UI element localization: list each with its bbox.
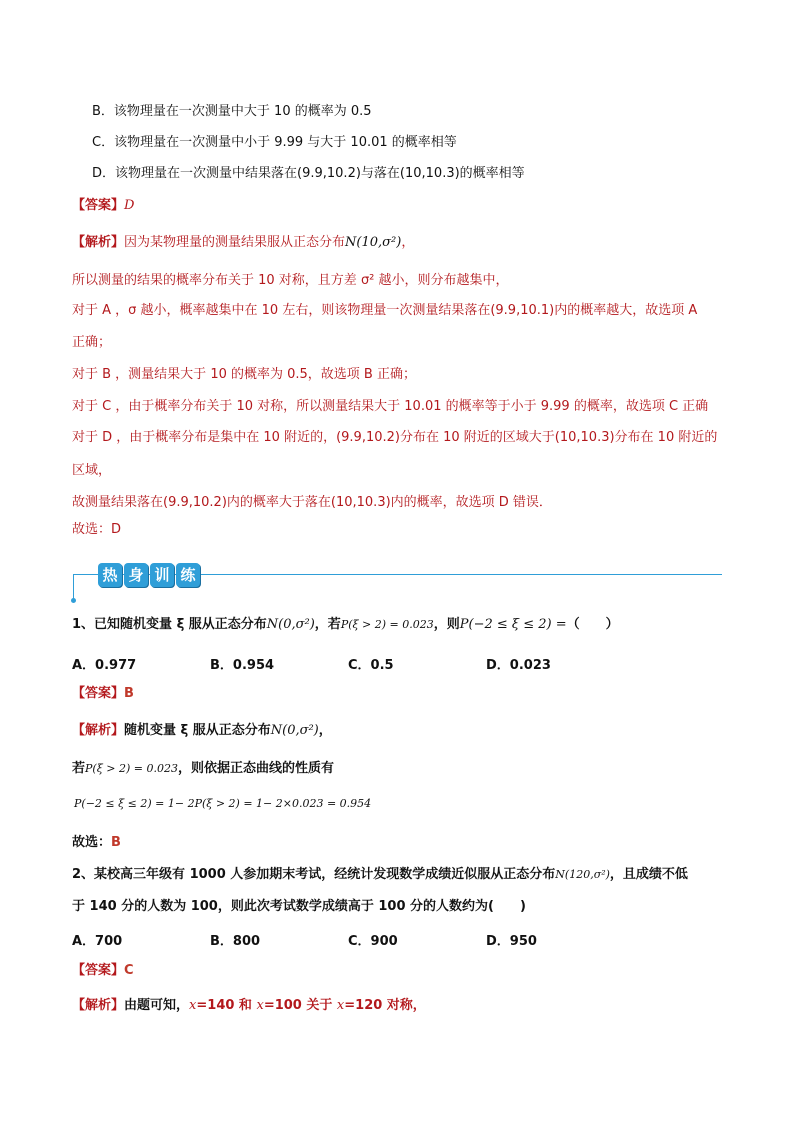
formula: N(0,σ²) <box>270 723 319 738</box>
analysis-line-5: 对于 B ，测量结果大于 10 的概率为 0.5，故选项 B 正确； <box>72 367 416 382</box>
formula: N(10,σ²) <box>345 235 402 250</box>
variable: x <box>189 998 197 1013</box>
banner-char: 训 <box>150 563 174 587</box>
q2-option-d: D．950 <box>486 934 537 949</box>
q1-stem <box>72 616 619 634</box>
q1-option-d: D．0.023 <box>486 658 551 673</box>
q1-stem-text: ，则 <box>433 617 460 632</box>
option-d: D．该物理量在一次测量中结果落在(9.9,10.2)与落在(10,10.3)的概率相等 <box>92 166 525 181</box>
analysis-tag: 【解析】 <box>72 723 125 738</box>
formula: N(120,σ²) <box>555 868 610 881</box>
analysis-text: 随机变量 ξ 服从正态分布 <box>124 723 271 738</box>
choice-label: 故选： <box>72 835 112 850</box>
formula: P(ξ > 2) = 0.023 <box>340 618 434 631</box>
q1-stem-text: ，若 <box>314 617 341 632</box>
answer-value: C <box>124 963 134 978</box>
answer-value: D <box>124 198 135 213</box>
analysis-tag: 【解析】 <box>72 235 125 250</box>
analysis-line-4: 正确； <box>72 335 112 350</box>
q2-answer-line <box>72 962 134 980</box>
analysis-text: =100 关于 <box>263 998 337 1013</box>
formula: N(0,σ²) <box>266 617 315 632</box>
choice-line: 故选：D <box>72 522 122 537</box>
q2-option-c: C．900 <box>348 934 398 949</box>
answer-tag: 【答案】 <box>72 963 125 978</box>
analysis-tag: 【解析】 <box>72 998 125 1013</box>
q2-stem-line-1 <box>72 866 688 884</box>
formula: P(−2 ≤ ξ ≤ 2) = <box>459 617 567 632</box>
q1-option-c: C．0.5 <box>348 658 394 673</box>
analysis-line-9: 故测量结果落在(9.9,10.2)内的概率大于落在(10,10.3)内的概率，故选项 D 错误． <box>72 495 552 510</box>
banner-char: 练 <box>176 563 200 587</box>
q1-option-b: B．0.954 <box>210 658 275 673</box>
analysis-text: 因为某物理量的测量结果服从正态分布 <box>124 235 346 250</box>
analysis-line-2: 所以测量的结果的概率分布关于 10 对称，且方差 σ² 越小，则分布越集中， <box>72 273 509 288</box>
analysis-text: ，则依据正态曲线的性质有 <box>177 761 334 776</box>
q1-answer-line <box>72 685 134 703</box>
analysis-text: 若 <box>72 761 86 776</box>
q2-stem-line-2: 于 140 分的人数为 100，则此次考试数学成绩高于 100 分的人数约为( ) <box>72 899 526 914</box>
q2-stem-text: 2、某校高三年级有 1000 人参加期末考试，经统计发现数学成绩近似服从正态分布 <box>72 867 556 882</box>
answer-line <box>72 197 134 215</box>
q1-analysis-line-2 <box>72 760 334 778</box>
analysis-line-7: 对于 D ，由于概率分布是集中在 10 附近的，(9.9,10.2)分布在 10 附近的区域大于(10,10.3)分布在 10 附近的 <box>72 430 718 445</box>
analysis-text: ， <box>401 235 415 250</box>
analysis-line-6: 对于 C ，由于概率分布关于 10 对称，所以测量结果大于 10.01 的概率等于小于 9.99 的概率，故选项 C 正确 <box>72 399 709 414</box>
formula: P(ξ > 2) = 0.023 <box>85 762 178 775</box>
banner-char: 热 <box>98 563 122 587</box>
section-banner-dot <box>71 598 76 603</box>
answer-tag: 【答案】 <box>72 198 125 213</box>
analysis-line-1 <box>72 234 414 252</box>
analysis-line-8: 区域， <box>72 463 112 478</box>
q1-stem-text: （ ） <box>566 617 619 632</box>
q1-option-a: A．0.977 <box>72 658 137 673</box>
section-banner <box>98 563 200 589</box>
answer-tag: 【答案】 <box>72 686 125 701</box>
option-c: C．该物理量在一次测量中小于 9.99 与大于 10.01 的概率相等 <box>92 135 457 150</box>
q2-option-a: A．700 <box>72 934 123 949</box>
option-b: B．该物理量在一次测量中大于 10 的概率为 0.5 <box>92 104 372 119</box>
q1-formula-line: P(−2 ≤ ξ ≤ 2) = 1− 2P(ξ > 2) = 1− 2×0.023 = 0.954 <box>74 797 372 810</box>
analysis-text: =140 和 <box>196 998 257 1013</box>
analysis-text: =120 对称， <box>344 998 426 1013</box>
q1-stem-text: 1、已知随机变量 ξ 服从正态分布 <box>72 617 267 632</box>
analysis-text: 由题可知， <box>124 998 190 1013</box>
variable: x <box>336 998 345 1013</box>
q1-analysis-line-1 <box>72 722 332 740</box>
analysis-text: ， <box>318 723 332 738</box>
q2-option-b: B．800 <box>210 934 261 949</box>
banner-char: 身 <box>124 563 148 587</box>
q2-analysis-line-1 <box>72 997 426 1015</box>
q2-stem-text: ，且成绩不低 <box>609 867 688 882</box>
section-banner-edge <box>73 574 74 600</box>
choice-value: B <box>111 835 121 850</box>
variable: x <box>256 998 264 1013</box>
q1-choice-line <box>72 834 121 852</box>
analysis-line-3: 对于 A ，σ 越小，概率越集中在 10 左右，则该物理量一次测量结果落在(9.9,10.1)内的概率越大，故选项 A <box>72 303 698 318</box>
answer-value: B <box>124 686 134 701</box>
